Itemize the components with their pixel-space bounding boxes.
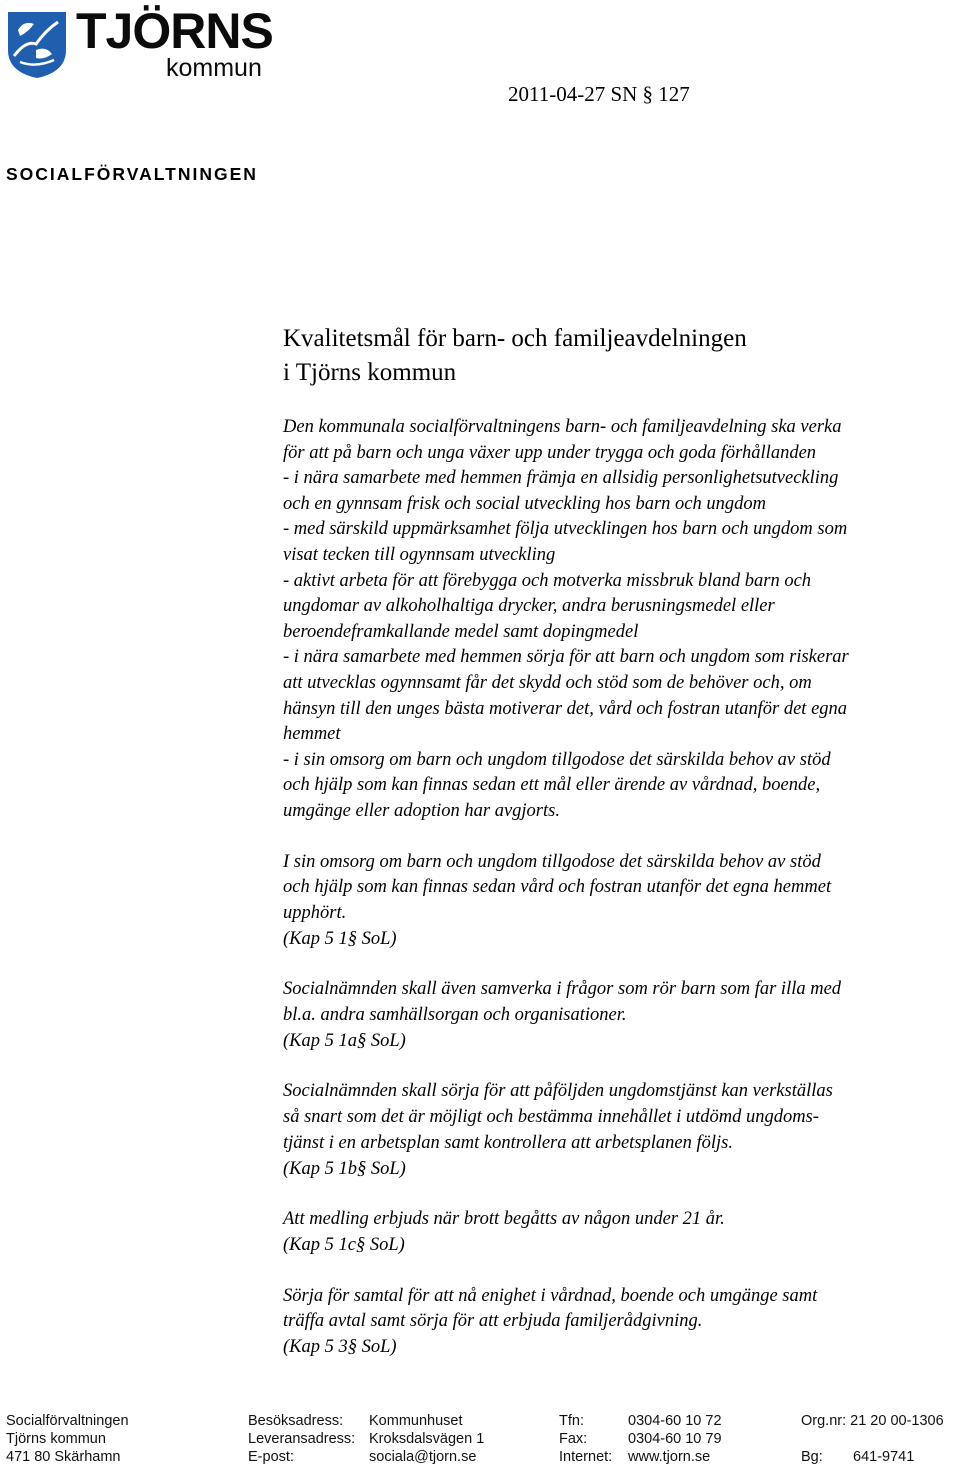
- title-line: i Tjörns kommun: [283, 359, 457, 386]
- law-reference: (Kap 5 3§ SoL): [283, 1337, 397, 1358]
- intro-line: beroendeframkallande medel samt dopingmedel: [283, 621, 639, 642]
- footer-cell: E-post:: [248, 1449, 294, 1465]
- paragraph-list: [283, 850, 959, 1361]
- paragraph-line: bl.a. andra samhällsorgan och organisationer.: [283, 1005, 627, 1026]
- law-reference: (Kap 5 1b§ SoL): [283, 1158, 406, 1179]
- paragraph-line: I sin omsorg om barn och ungdom tillgodose det särskilda behov av stöd: [283, 851, 821, 872]
- paragraph-line: Sörja för samtal för att nå enighet i vårdnad, boende och umgänge samt: [283, 1285, 818, 1306]
- footer-cell: Kommunhuset: [369, 1413, 463, 1429]
- paragraph-line: Att medling erbjuds när brott begåtts av någon under 21 år.: [283, 1209, 725, 1230]
- footer-cell: Tfn:: [559, 1413, 584, 1429]
- paragraph-line: Socialnämnden skall även samverka i frågor som rör barn som far illa med: [283, 979, 842, 1000]
- footer-cell: 0304-60 10 72: [628, 1413, 722, 1429]
- footer-cell: Kroksdalsvägen 1: [369, 1431, 485, 1447]
- paragraph: [283, 1284, 959, 1361]
- logo-subtitle: kommun: [166, 54, 262, 82]
- intro-line: ungdomar av alkoholhaltiga drycker, andra berusningsmedel eller: [283, 596, 775, 617]
- footer-cell: 641-9741: [853, 1449, 915, 1465]
- intro-line: visat tecken till ogynnsam utveckling: [283, 544, 556, 565]
- intro-line: hänsyn till den unges bästa motiverar det, vård och fostran utanför det egna: [283, 698, 848, 719]
- intro-line: Den kommunala socialförvaltningens barn- och familjeavdelning ska verka: [283, 417, 842, 437]
- intro-line: och hjälp som kan finnas sedan ett mål eller ärende av vårdnad, boende,: [283, 775, 821, 796]
- intro-line: hemmet: [283, 724, 341, 745]
- footer-cell: 471 80 Skärhamn: [6, 1449, 121, 1465]
- paragraph: [283, 1079, 959, 1182]
- intro-line: - i nära samarbete med hemmen främja en allsidig personlighetsutveckling: [283, 468, 839, 489]
- footer: [6, 1412, 956, 1466]
- intro-line: - i nära samarbete med hemmen sörja för att barn och ungdom som riskerar: [283, 647, 849, 668]
- footer-cell: Tjörns kommun: [6, 1431, 106, 1447]
- law-reference: (Kap 5 1c§ SoL): [283, 1234, 405, 1255]
- footer-row: [6, 1430, 956, 1448]
- document-title: [283, 322, 747, 390]
- footer-cell: 0304-60 10 79: [628, 1431, 722, 1447]
- paragraph: [283, 850, 959, 953]
- logo-wordmark: TJÖRNS: [76, 3, 273, 59]
- footer-cell: www.tjorn.se: [628, 1449, 711, 1465]
- intro-line: - aktivt arbeta för att förebygga och motverka missbruk bland barn och: [283, 570, 812, 591]
- footer-cell: Socialförvaltningen: [6, 1413, 129, 1429]
- paragraph-line: Socialnämnden skall sörja för att påföljden ungdomstjänst kan verkställas: [283, 1081, 833, 1102]
- intro-line: - i sin omsorg om barn och ungdom tillgodose det särskilda behov av stöd: [283, 749, 831, 770]
- paragraph-line: tjänst i en arbetsplan samt kontrollera att arbetsplanen följs.: [283, 1132, 733, 1153]
- paragraph-line: och hjälp som kan finnas sedan vård och fostran utanför det egna hemmet: [283, 877, 832, 898]
- coat-of-arms-icon: [6, 10, 68, 80]
- intro-paragraph: [283, 415, 959, 825]
- paragraph: [283, 977, 959, 1054]
- footer-cell: Leveransadress:: [248, 1431, 356, 1447]
- document-reference: 2011-04-27 SN § 127: [508, 82, 690, 106]
- intro-line: umgänge eller adoption har avgjorts.: [283, 800, 560, 821]
- footer-row: [6, 1412, 956, 1430]
- footer-cell: sociala@tjorn.se: [369, 1449, 477, 1465]
- footer-row: [6, 1448, 956, 1466]
- department-heading: SOCIALFÖRVALTNINGEN: [6, 164, 258, 184]
- paragraph-line: upphört.: [283, 902, 347, 923]
- law-reference: (Kap 5 1§ SoL): [283, 928, 397, 949]
- paragraph: [283, 1207, 959, 1258]
- paragraph-line: så snart som det är möjligt och bestämma innehållet i utdömd ungdoms-: [283, 1107, 819, 1128]
- footer-cell: Bg:: [801, 1449, 823, 1465]
- footer-cell: Org.nr: 21 20 00-1306: [801, 1413, 944, 1429]
- title-line: Kvalitetsmål för barn- och familjeavdelningen: [283, 325, 747, 352]
- footer-cell: Internet:: [559, 1449, 613, 1465]
- document-body: [283, 415, 959, 1361]
- intro-line: och en gynnsam frisk och social utveckling hos barn och ungdom: [283, 493, 766, 514]
- law-reference: (Kap 5 1a§ SoL): [283, 1030, 406, 1051]
- intro-line: att utvecklas ogynnsamt får det skydd och stöd som de behöver och, om: [283, 672, 812, 693]
- intro-line: för att på barn och unga växer upp under trygga och goda förhållanden: [283, 442, 817, 463]
- footer-cell: Fax:: [559, 1431, 588, 1447]
- intro-line: - med särskild uppmärksamhet följa utvecklingen hos barn och ungdom som: [283, 519, 848, 540]
- footer-cell: Besöksadress:: [248, 1413, 344, 1429]
- paragraph-line: träffa avtal samt sörja för att erbjuda familjerådgivning.: [283, 1311, 703, 1332]
- municipality-logo: [6, 3, 273, 86]
